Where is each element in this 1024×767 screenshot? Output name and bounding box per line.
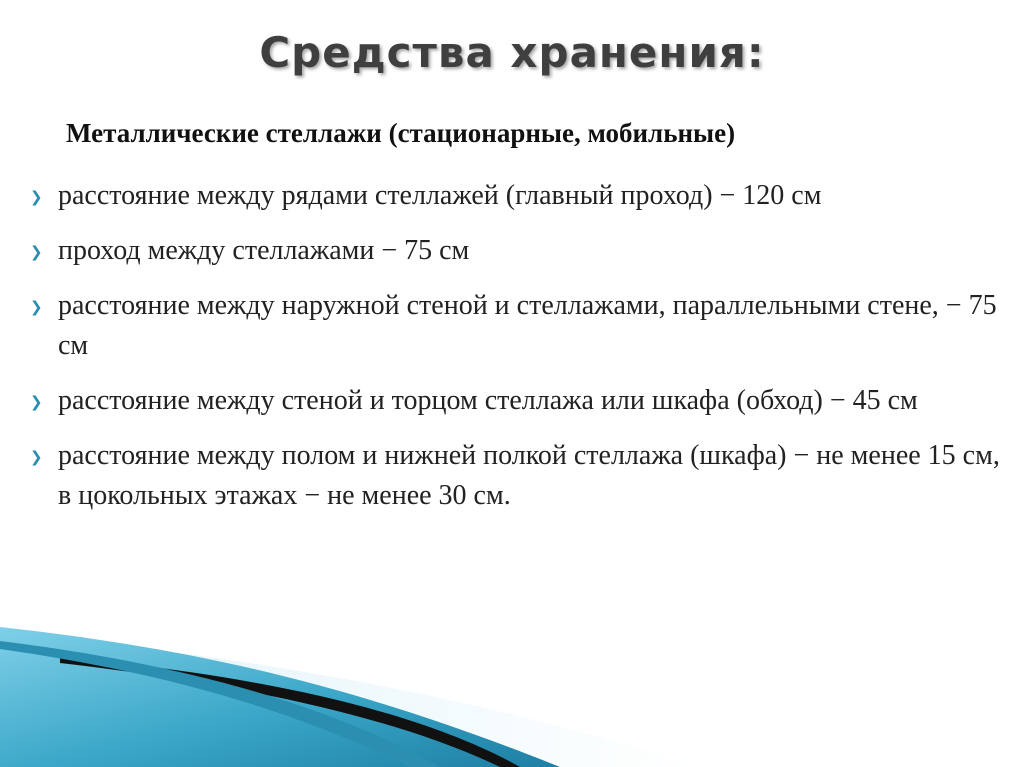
bullet-item (28, 286, 1008, 366)
slide-title: Средства хранения: (259, 28, 765, 77)
bullet-item (28, 381, 1008, 421)
chevron-right-icon: ❯ (30, 243, 43, 261)
chevron-right-icon: ❯ (30, 188, 43, 206)
decorative-wave-stripes (0, 627, 1024, 767)
slide-subtitle: Металлические стеллажи (стационарные, мобильные) (66, 118, 736, 148)
bullet-text: расстояние между рядами стеллажей (главный проход) − 120 см (58, 180, 822, 211)
chevron-right-icon: ❯ (30, 448, 43, 466)
chevron-right-icon: ❯ (30, 393, 43, 411)
chevron-right-icon: ❯ (30, 298, 43, 316)
bullet-text: расстояние между стеной и торцом стеллажа или шкафа (обход) − 45 см (58, 385, 918, 416)
bullet-item (28, 176, 1008, 216)
bullet-list (28, 176, 1008, 531)
bullet-text: расстояние между наружной стеной и стеллажами, параллельными стене, − 75 см (58, 290, 997, 361)
bullet-item (28, 231, 1008, 271)
bullet-item (28, 436, 1008, 516)
bullet-text: проход между стеллажами − 75 см (58, 235, 470, 266)
bullet-text: расстояние между полом и нижней полкой стеллажа (шкафа) − не менее 15 см, в цокольных этажах − не менее 30 см. (58, 440, 1000, 511)
